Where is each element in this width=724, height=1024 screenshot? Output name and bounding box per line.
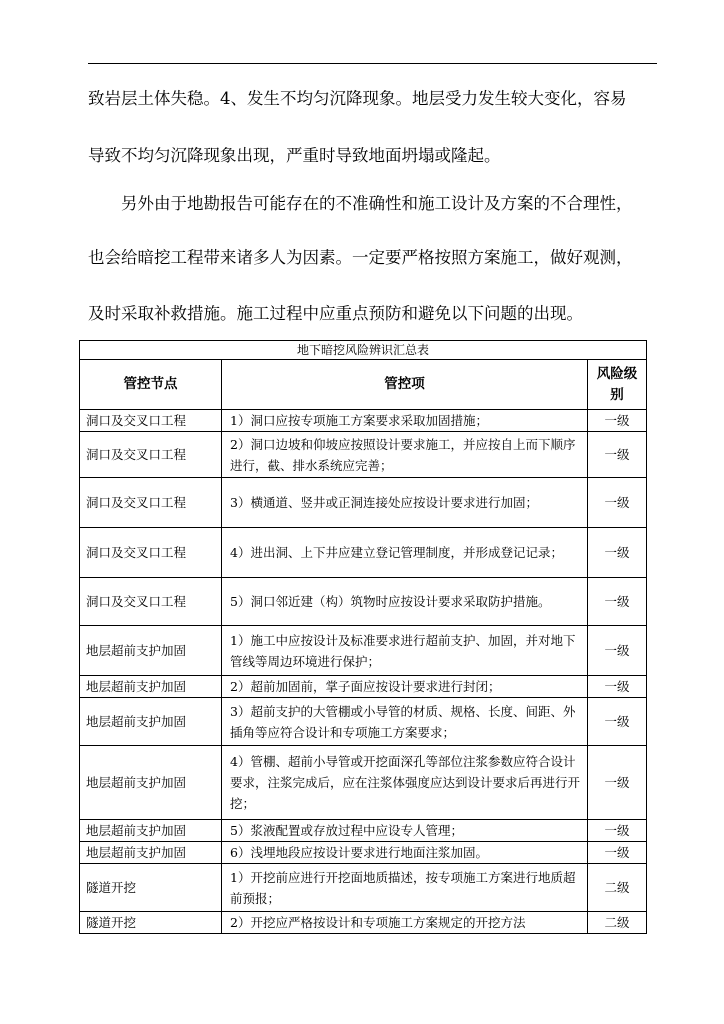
row-level: 一级 (588, 676, 647, 698)
row-level: 一级 (588, 478, 647, 528)
row-node: 地层超前支护加固 (80, 842, 222, 864)
table-title: 地下暗挖风险辨识汇总表 (80, 341, 647, 360)
row-item: 4）进出洞、上下井应建立登记管理制度，并形成登记记录； (222, 528, 588, 578)
row-item: 1）施工中应按设计及标准要求进行超前支护、加固，并对地下管线等周边环境进行保护； (222, 626, 588, 676)
table-row (80, 820, 647, 842)
header-level: 风险级别 (588, 360, 647, 410)
table-row (80, 432, 647, 478)
table-row (80, 410, 647, 432)
row-item: 2）超前加固前，掌子面应按设计要求进行封闭； (222, 676, 588, 698)
row-node: 地层超前支护加固 (80, 626, 222, 676)
row-level: 一级 (588, 842, 647, 864)
row-item: 5）洞口邻近建（构）筑物时应按设计要求采取防护措施。 (222, 578, 588, 626)
paragraph-line-1: 致岩层土体失稳。4、发生不均匀沉降现象。地层受力发生较大变化，容易 (88, 89, 627, 108)
table-row (80, 864, 647, 912)
paragraph-line-4: 也会给暗挖工程带来诸多人为因素。一定要严格按照方案施工，做好观测， (88, 248, 633, 267)
row-node: 洞口及交叉口工程 (80, 578, 222, 626)
row-node: 洞口及交叉口工程 (80, 528, 222, 578)
row-level: 一级 (588, 746, 647, 820)
row-node: 隧道开挖 (80, 912, 222, 934)
row-item: 5）浆液配置或存放过程中应设专人管理； (222, 820, 588, 842)
row-level: 一级 (588, 698, 647, 746)
row-level: 一级 (588, 626, 647, 676)
row-node: 洞口及交叉口工程 (80, 410, 222, 432)
row-node: 洞口及交叉口工程 (80, 432, 222, 478)
table-row (80, 746, 647, 820)
row-node: 地层超前支护加固 (80, 820, 222, 842)
header-node: 管控节点 (80, 360, 222, 410)
row-node: 洞口及交叉口工程 (80, 478, 222, 528)
header-rule (88, 63, 657, 64)
row-item: 3）超前支护的大管棚或小导管的材质、规格、长度、间距、外插角等应符合设计和专项施工方案要求； (222, 698, 588, 746)
row-item: 2）开挖应严格按设计和专项施工方案规定的开挖方法 (222, 912, 588, 934)
row-node: 隧道开挖 (80, 864, 222, 912)
paragraph-line-3: 另外由于地勘报告可能存在的不准确性和施工设计及方案的不合理性， (121, 194, 633, 213)
row-level: 一级 (588, 410, 647, 432)
row-item: 1）洞口应按专项施工方案要求采取加固措施； (222, 410, 588, 432)
row-level: 二级 (588, 912, 647, 934)
row-item: 3）横通道、竖井或正洞连接处应按设计要求进行加固； (222, 478, 588, 528)
table-row (80, 528, 647, 578)
risk-table (79, 340, 647, 934)
table-row (80, 626, 647, 676)
row-level: 一级 (588, 528, 647, 578)
row-node: 地层超前支护加固 (80, 676, 222, 698)
paragraph-line-2: 导致不均匀沉降现象出现，严重时导致地面坍塌或隆起。 (88, 146, 501, 165)
table-row (80, 912, 647, 934)
row-node: 地层超前支护加固 (80, 746, 222, 820)
table-row (80, 578, 647, 626)
row-level: 一级 (588, 820, 647, 842)
header-item: 管控项 (222, 360, 588, 410)
table-row (80, 676, 647, 698)
row-level: 一级 (588, 578, 647, 626)
table-row (80, 478, 647, 528)
row-item: 4）管棚、超前小导管或开挖面深孔等部位注浆参数应符合设计要求，注浆完成后，应在注浆体强度应达到设计要求后再进行开挖； (222, 746, 588, 820)
table-row (80, 698, 647, 746)
row-item: 2）洞口边坡和仰坡应按照设计要求施工，并应按自上而下顺序进行，截、排水系统应完善； (222, 432, 588, 478)
row-level: 二级 (588, 864, 647, 912)
row-node: 地层超前支护加固 (80, 698, 222, 746)
row-item: 6）浅埋地段应按设计要求进行地面注浆加固。 (222, 842, 588, 864)
paragraph-line-5: 及时采取补救措施。施工过程中应重点预防和避免以下问题的出现。 (88, 304, 583, 323)
row-level: 一级 (588, 432, 647, 478)
table-row (80, 842, 647, 864)
row-item: 1）开挖前应进行开挖面地质描述，按专项施工方案进行地质超前预报； (222, 864, 588, 912)
